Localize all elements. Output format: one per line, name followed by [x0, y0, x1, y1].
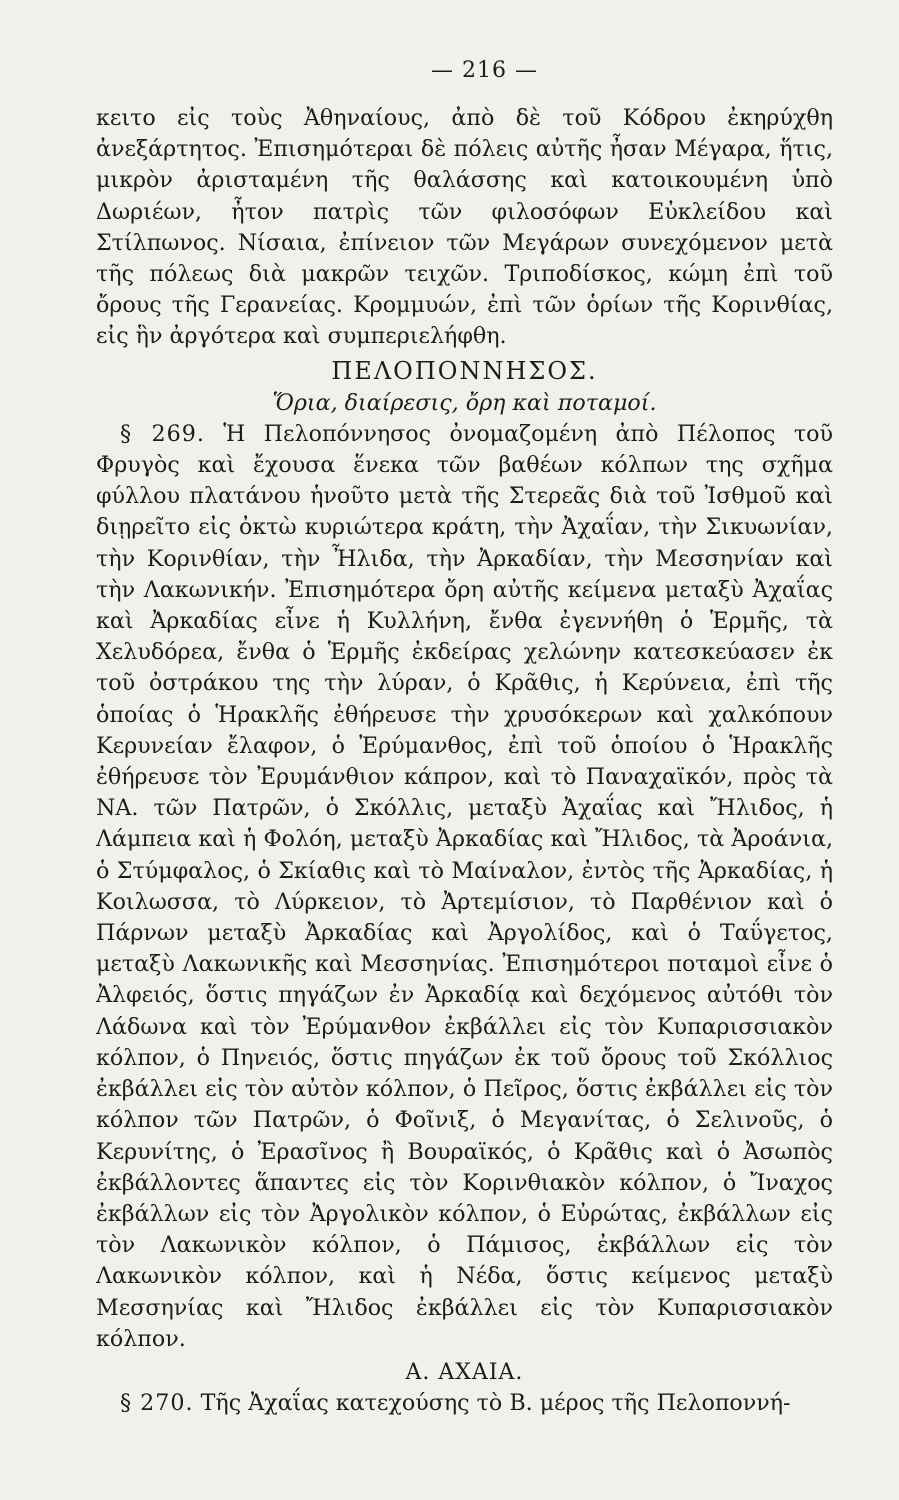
section-heading-achaia: Α. ΑΧΑΙΑ. [405, 1359, 524, 1385]
section-269-text: Ἡ Πελοπόννησος ὀνομαζομένη ἀπὸ Πέλοπος τοῦ Φρυγὸς καὶ ἔχουσα ἕνεκα τῶν βαθέων κόλπων της σχῆμα φύλλου πλατάνου ἡνοῦτο μετὰ τῆς Στερεᾶς διὰ τοῦ Ἰσθμοῦ καὶ διῃρεῖτο εἰς ὀκτὼ κυριώτερα κράτη, τὴν Ἀχαΐαν, τὴν Σικυωνίαν, τὴν Κορινθίαν, τὴν Ἦλιδα, τὴν Ἀρκαδίαν, τὴν Μεσσηνίαν καὶ τὴν Λακωνικήν. Ἐπισημότερα ὄρη αὐτῆς κείμενα μεταξὺ Ἀχαΐας καὶ Ἀρκαδίας εἶνε ἡ Κυλλήνη, ἔνθα ἐγεννήθη ὁ Ἑρμῆς, τὰ Χελυδόρεα, ἔνθα ὁ Ἑρμῆς ἐκδείρας χελώνην κατεσκεύασεν ἐκ τοῦ ὀστράκου της τὴν λύραν, ὁ Κρᾶθις, ἡ Κερύνεια, ἐπὶ τῆς ὁποίας ὁ Ἡρακλῆς ἐθήρευσε τὴν χρυσόκερων καὶ χαλκόπουν Κερυνείαν ἔλαφον, ὁ Ἐρύμανθος, ἐπὶ τοῦ ὁποίου ὁ Ἡρακλῆς ἐθήρευσε τὸν Ἐρυμάνθιον κάπρον, καὶ τὸ Παναχαϊκόν, πρὸς τὰ ΝΑ. τῶν Πατρῶν, ὁ Σκόλλις, μεταξὺ Ἀχαΐας καὶ Ἤλιδος, ἡ Λάμπεια καὶ ἡ Φολόη, μεταξὺ Ἀρκαδίας καὶ Ἤλιδος, τὰ Ἀροάνια, ὁ Στύμφαλος, ὁ Σκίαθις καὶ τὸ Μαίναλον, ἐντὸς τῆς Ἀρκαδίας, ἡ Κοιλωσσα, τὸ Λύρκειον, τὸ Ἀρτεμίσιον, τὸ Παρθένιον καὶ ὁ Πάρνων μεταξὺ Ἀρκαδίας καὶ Ἀργολίδος, καὶ ὁ Ταΰγετος, μεταξὺ Λακωνικῆς καὶ Μεσσηνίας. Ἐπισημότεροι ποταμοὶ εἶνε ὁ Ἀλφειός, ὅστις πηγάζων ἐν Ἀρκαδίᾳ καὶ δεχόμενος αὐτόθι τὸν Λάδωνα καὶ τὸν Ἐρύμανθον ἐκβάλλει εἰς τὸν Κυπαρισσιακὸν κόλπον, ὁ Πηνειός, ὅστις πηγάζων ἐκ τοῦ ὄρους τοῦ Σκόλλιος ἐκβάλλει εἰς τὸν αὐτὸν κόλπον, ὁ Πεῖρος, ὅστις ἐκβάλλει εἰς τὸν κόλπον τῶν Πατρῶν, ὁ Φοῖνιξ, ὁ Μεγανίτας, ὁ Σελινοῦς, ὁ Κερυνίτης, ὁ Ἐρασῖνος ἢ Βουραϊκός, ὁ Κρᾶθις καὶ ὁ Ἀσωπὸς ἐκβάλλοντες ἅπαντες εἰς τὸν Κορινθιακὸν κόλπον, ὁ Ἴναχος ἐκβάλλων εἰς τὸν Ἀργολικὸν κόλπον, ὁ Εὐρώτας, ἐκβάλλων εἰς τὸν Λακωνικὸν κόλπον, ὁ Πάμισος, ἐκβάλλων εἰς τὸν Λακωνικὸν κόλπον, καὶ ἡ Νέδα, ὅστις κείμενος μεταξὺ Μεσσηνίας καὶ Ἤλιδος ἐκβάλλει εἰς τὸν Κυπαρισσιακὸν κόλπον. [96, 420, 833, 1352]
section-269-number: § 269. [120, 420, 205, 447]
section-269-paragraph [96, 419, 833, 1355]
section-270-paragraph [96, 1388, 833, 1419]
section-270-number: § 270. [120, 1389, 194, 1416]
chapter-subheading: Ὅρια, διαίρεσις, ὄρη καὶ ποταμοί. [272, 389, 657, 416]
chapter-heading: ΠΕΛΟΠΟΝΝΗΣΟΣ. [331, 356, 598, 385]
page-number: — 216 — [431, 58, 538, 83]
section-270-text: Τῆς Ἀχαΐας κατεχούσης τὸ Β. μέρος τῆς Πελοποννή- [200, 1389, 791, 1416]
intro-paragraph: κειτο εἰς τοὺς Ἀθηναίους, ἀπὸ δὲ τοῦ Κόδρου ἐκηρύχθη ἀνεξάρτητος. Ἐπισημότεραι δὲ πόλεις αὐτῆς ἦσαν Μέγαρα, ἥτις, μικρὸν ἀρισταμένη τῆς θαλάσσης καὶ κατοικουμένη ὑπὸ Δωριέων, ἦτον πατρὶς τῶν φιλοσόφων Εὐκλείδου καὶ Στίλπωνος. Νίσαια, ἐπίνειον τῶν Μεγάρων συνεχόμενον μετὰ τῆς πόλεως διὰ μακρῶν τειχῶν. Τριποδίσκος, κώμη ἐπὶ τοῦ ὄρους τῆς Γερανείας. Κρομμυών, ἐπὶ τῶν ὁρίων τῆς Κορινθίας, εἰς ἣν ἀργότερα καὶ συμπεριελήφθη. [96, 105, 833, 350]
